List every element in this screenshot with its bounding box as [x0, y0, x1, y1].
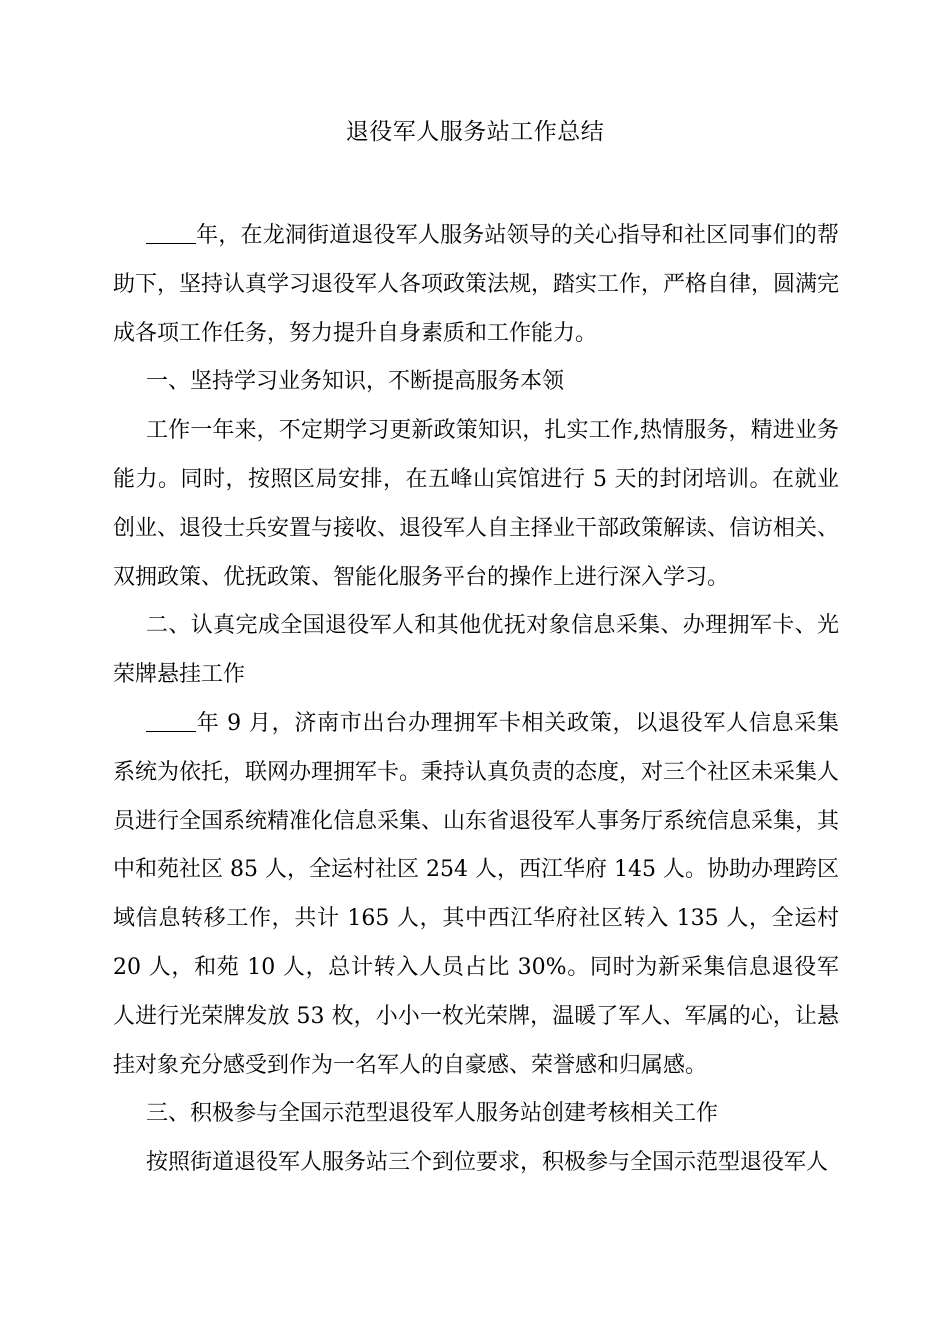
section-heading-2: 二、认真完成全国退役军人和其他优抚对象信息采集、办理拥军卡、光荣牌悬挂工作 [113, 613, 839, 688]
paragraph-info-collection [113, 700, 839, 1090]
paragraph-info-collection-text: 年 9 月，济南市出台办理拥军卡相关政策，以退役军人信息采集系统为依托，联网办理拥军卡。秉持认真负责的态度，对三个社区未采集人员进行全国系统精准化信息采集、山东省退役军人事务厅系统信息采集，其中和苑社区 85 人，全运村社区 254 人，西江华府 145 人。协助办理跨区域信息转移工作，共计 165 人，其中西江华府社区转入 135 人，全运村 20 人，和苑 10 人，总计转入人员占比 30%。同时为新采集信息退役军人进行光荣牌发放 53 枚，小小一枚光荣牌，温暖了军人、军属的心，让悬挂对象充分感受到作为一名军人的自豪感、荣誉感和归属感。 [113, 710, 840, 1078]
paragraph-study: 工作一年来，不定期学习更新政策知识，扎实工作,热情服务，精进业务能力。同时，按照区局安排，在五峰山宾馆进行 5 天的封闭培训。在就业创业、退役士兵安置与接收、退役军人自主择业干部政策解读、信访相关、双拥政策、优抚政策、智能化服务平台的操作上进行深入学习。 [113, 418, 840, 590]
paragraph-intro-text: 年，在龙洞街道退役军人服务站领导的关心指导和社区同事们的帮助下，坚持认真学习退役军人各项政策法规，踏实工作，严格自律，圆满完成各项工作任务，努力提升自身素质和工作能力。 [113, 223, 840, 346]
year-blank [146, 223, 196, 244]
section-heading-1: 一、坚持学习业务知识，不断提高服务本领 [146, 369, 565, 395]
paragraph-intro [113, 212, 839, 358]
paragraph-demonstration: 按照街道退役军人服务站三个到位要求，积极参与全国示范型退役军人 [146, 1150, 829, 1176]
section-heading-3: 三、积极参与全国示范型退役军人服务站创建考核相关工作 [146, 1101, 719, 1127]
document-body [113, 212, 839, 1188]
year-blank [146, 711, 196, 732]
document-title: 退役军人服务站工作总结 [345, 119, 605, 145]
